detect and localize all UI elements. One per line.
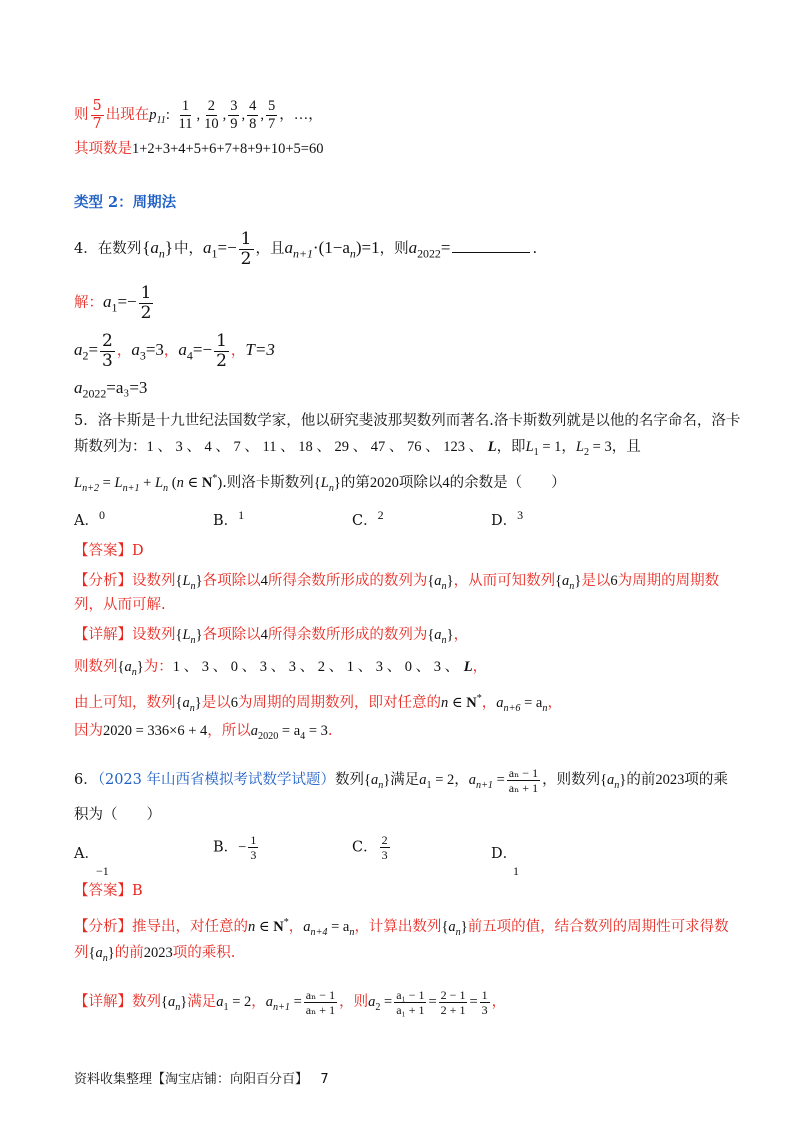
option-c[interactable]: C．$^2$ [352, 508, 384, 529]
text: 出现在 [105, 107, 150, 123]
q4-solution-line2: $a_2=$ $\frac{2}{3}$ ，$a_3=3$，$a_4=-$ $\frac{1}{2}$ ，T=3 [74, 330, 275, 371]
sequence-fraction: $\frac{2}{10}$ [204, 98, 219, 132]
option-b[interactable]: B．$^1$ [213, 508, 245, 529]
q4-solution-line1: 解：$a_1=-$ $\frac{1}{2}$ [74, 282, 152, 323]
question-5-line1: 5．洛卡斯是十九世纪法国数学家，他以研究斐波那契数列而著名.洛卡斯数列就是以他的名字命名，洛卡 [74, 413, 741, 429]
q6-answer: 【答案】B [74, 883, 143, 899]
sequence-fraction: $\frac{5}{7}$ [267, 98, 276, 132]
sequence-fraction: $\frac{1}{11}$ [178, 98, 193, 132]
q5-detail-line1: 【详解】设数列$\{L_n\}$各项除以4所得余数所形成的数列为$\{a_n\}$， [74, 627, 469, 646]
p-symbol: $p_{11}$ [149, 107, 166, 126]
sequence-tail: ，…， [279, 107, 323, 123]
page-number: 7 [320, 1072, 329, 1087]
section-title: 类型 2：周期法 [74, 194, 177, 211]
option-d[interactable]: D． 1 [491, 846, 519, 878]
sum-expression: 1+2+3+4+5+6+7+8+9+10+5=60 [132, 141, 324, 157]
option-b[interactable]: B．− $\frac{1}{3}$ [213, 833, 257, 862]
question-source: （2023 年山西省模拟考试数学试题） [97, 772, 335, 788]
footer-source: 资料收集整理【淘宝店铺：向阳百分百】 [74, 1072, 309, 1087]
fraction: $\frac{5}{7}$ [92, 98, 102, 132]
option-a[interactable]: A．$^0$ [74, 508, 105, 529]
option-c[interactable]: C． $\frac{2}{3}$ [352, 833, 388, 862]
fraction-sequence: $\frac{1}{11}$ , $\frac{2}{10}$ , $\frac{3}{9}$ , $\frac{4}{8}$ , $\frac{5}{7}$ [178, 98, 276, 132]
sequence-fraction: $\frac{3}{9}$ [230, 98, 238, 132]
option-d[interactable]: D．$^3$ [491, 508, 524, 529]
question-5-line2: 斯数列为：1 、 3 、 4 、 7 、 11 、 18 、 29 、 47 、 76 、 123 、 L，即$L_1 = 1$，$L_2 = 3$，且 [74, 439, 641, 458]
solution-line-term-count [74, 138, 740, 160]
q5-analysis-line1: 【分析】设数列$\{L_n\}$各项除以4所得余数所形成的数列为$\{a_n\}$，从而可知数列$\{a_n\}$是以6为周期的周期数 [74, 573, 720, 592]
sequence-fraction: $\frac{4}{8}$ [249, 98, 257, 132]
text: 其项数是 [74, 141, 132, 157]
text: 则 [74, 107, 89, 123]
question-4: 4．在数列$\{a_n\}$中，$a_1=-$ $\frac{1}{2}$ ，且$a_{n+1}\cdot(1-a_n)=1$，则$a_{2022}=$ . [74, 228, 538, 269]
q5-answer: 【答案】D [74, 543, 144, 559]
q5-analysis-line2: 列，从而可解. [74, 597, 166, 613]
question-6-line1: 6．（2023 年山西省模拟考试数学试题）数列$\{a_n\}$满足$a_1 = 2$，$a_{n+1}$ = $\frac{\text{aₙ − 1}}{\text{aₙ + 1}}$ ，则数列$\{a_n\}$的前2023项的乘 [74, 765, 728, 795]
q6-detail-line1: 【详解】数列$\{a_n\}$满足$a_1 = 2$，$a_{n+1}$ = $\frac{\text{aₙ − 1}}{\text{aₙ + 1}}$ ，则$a_2$ = $\frac{\text{a₁ − 1}}{\text{a₁ + 1}}$ = $\frac{2 - 1}{2 + 1}$ = $\frac{1}{3}$ ， [74, 987, 507, 1017]
q5-detail-line3: 由上可知，数列$\{a_n\}$是以6为周期的周期数列，即对任意的n ∈ N*，$a_{n+6} = a_n$， [74, 693, 562, 714]
answer-blank[interactable] [452, 252, 530, 253]
q4-solution-line3: $a_{2022}=a_3=3$ [74, 378, 148, 401]
question-5-line3: $L_{n+2} = L_{n+1} + L_n$ (n ∈ N*).则洛卡斯数列$\{L_n\}$的第2020项除以4的余数是（ ） [74, 473, 566, 494]
q6-analysis-line2: 列$\{a_n\}$的前2023项的乘积. [74, 945, 236, 964]
q5-detail-line4: 因为2020 = 336×6 + 4，所以$a_{2020} = a_4 = 3$. [74, 723, 333, 742]
q6-analysis-line1: 【分析】推导出，对任意的n ∈ N*，$a_{n+4} = a_n$，计算出数列$\{a_n\}$前五项的值，结合数列的周期性可求得数 [74, 917, 729, 938]
solution-line-fraction-position: 则 $\frac{5}{7}$ 出现在$p_{11}$: $\frac{1}{11}$ , $\frac{2}{10}$ , $\frac{3}{9}$ , $\frac{4}{8}$ , $\frac{5}{7}$ ，…， [74, 98, 323, 132]
q5-detail-line2: 则数列$\{a_n\}$为：1 、 3 、 0 、 3 、 3 、 2 、 1 、 3 、 0 、 3 、 L， [74, 659, 488, 678]
page-footer [74, 1068, 329, 1087]
option-a[interactable]: A． −1 [74, 846, 109, 878]
question-6-line2: 积为（ ） [74, 807, 161, 823]
